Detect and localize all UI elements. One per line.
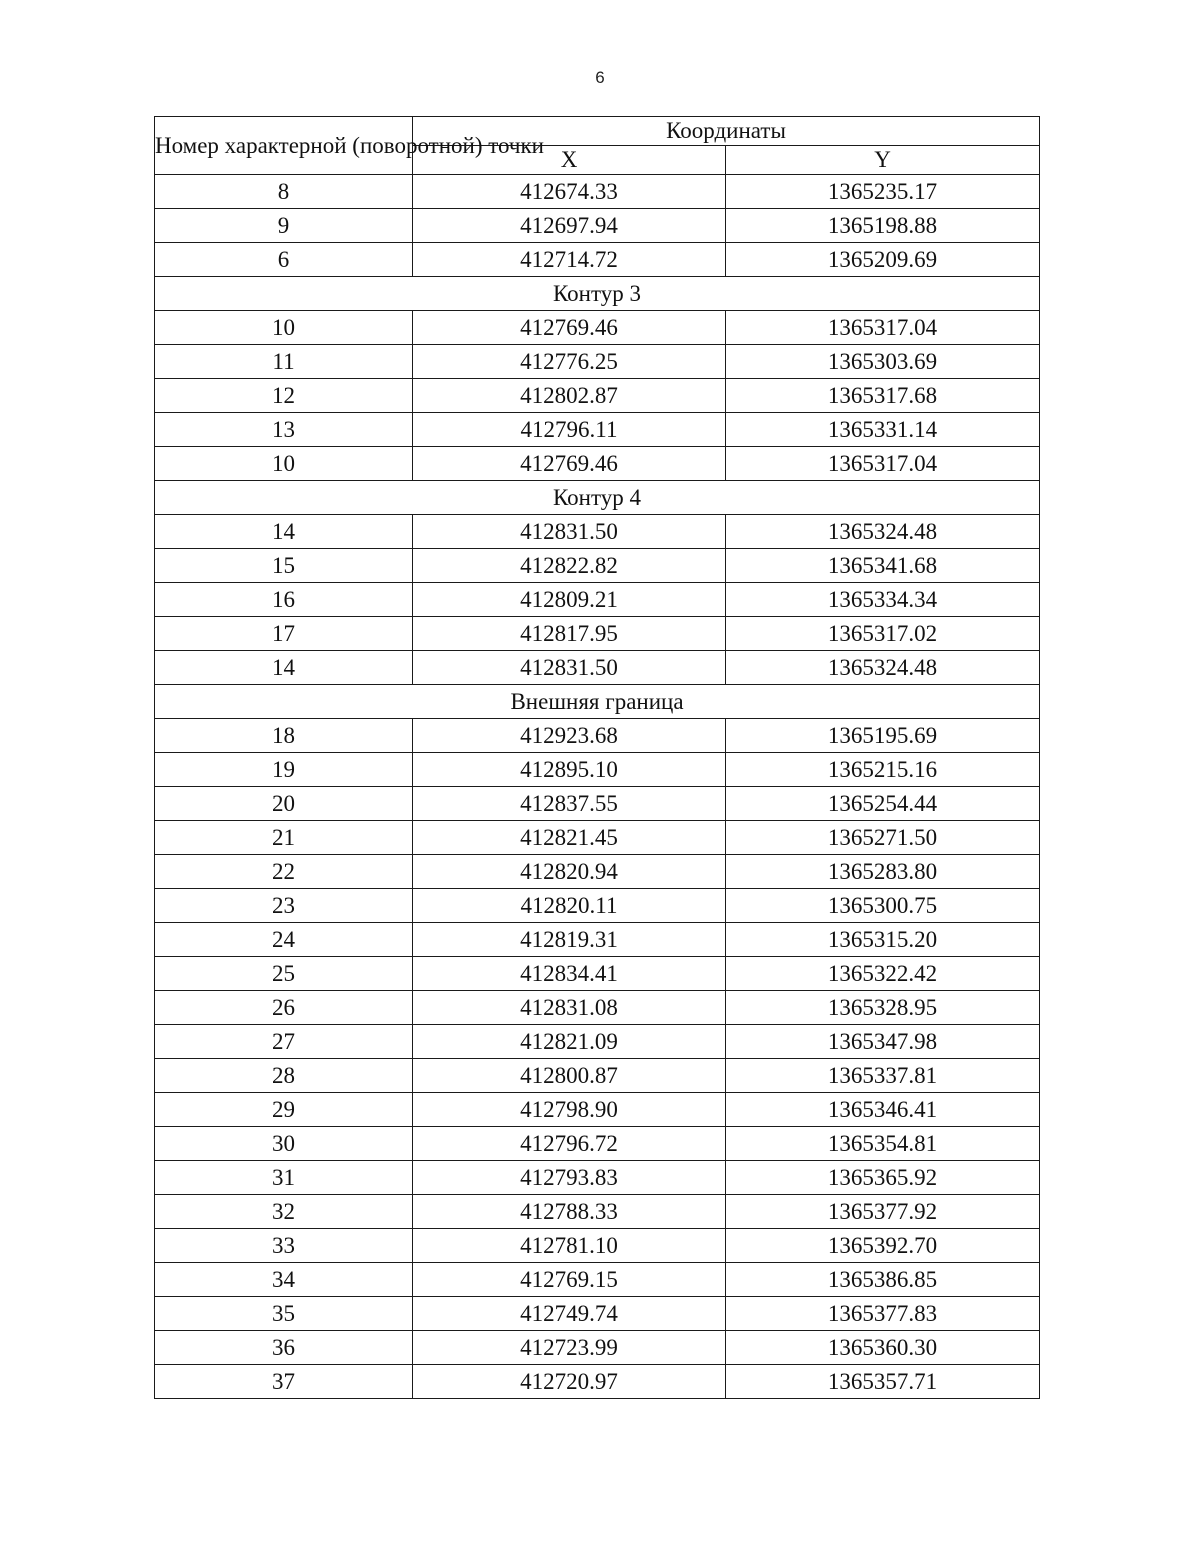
cell-y-coordinate: 1365365.92 [726,1161,1040,1195]
table-row [155,345,1040,379]
cell-point-number: 10 [155,447,413,481]
cell-x-coordinate: 412895.10 [413,753,726,787]
section-title-row [155,277,1040,311]
cell-point-number: 17 [155,617,413,651]
cell-y-coordinate: 1365360.30 [726,1331,1040,1365]
section-title-row [155,481,1040,515]
cell-x-coordinate: 412788.33 [413,1195,726,1229]
table-row [155,821,1040,855]
cell-x-coordinate: 412796.11 [413,413,726,447]
cell-x-coordinate: 412819.31 [413,923,726,957]
cell-y-coordinate: 1365271.50 [726,821,1040,855]
cell-point-number: 24 [155,923,413,957]
cell-point-number: 32 [155,1195,413,1229]
cell-y-coordinate: 1365377.92 [726,1195,1040,1229]
cell-point-number: 14 [155,651,413,685]
table-row [155,719,1040,753]
table-row [155,175,1040,209]
cell-x-coordinate: 412769.46 [413,447,726,481]
cell-x-coordinate: 412781.10 [413,1229,726,1263]
cell-point-number: 30 [155,1127,413,1161]
cell-x-coordinate: 412834.41 [413,957,726,991]
cell-x-coordinate: 412802.87 [413,379,726,413]
table-row [155,1059,1040,1093]
cell-point-number: 22 [155,855,413,889]
table-row [155,311,1040,345]
cell-point-number: 28 [155,1059,413,1093]
cell-y-coordinate: 1365324.48 [726,651,1040,685]
table-row [155,243,1040,277]
table-row [155,515,1040,549]
cell-point-number: 25 [155,957,413,991]
cell-y-coordinate: 1365331.14 [726,413,1040,447]
cell-y-coordinate: 1365315.20 [726,923,1040,957]
table-row [155,1263,1040,1297]
cell-x-coordinate: 412674.33 [413,175,726,209]
table-row [155,1127,1040,1161]
table-row [155,1229,1040,1263]
cell-point-number: 19 [155,753,413,787]
header-point-number: Номер характерной (поворотной) точки [155,117,413,175]
table-row [155,1297,1040,1331]
table-row [155,379,1040,413]
table-row [155,549,1040,583]
coordinates-table [154,116,1040,1399]
cell-x-coordinate: 412831.50 [413,515,726,549]
cell-x-coordinate: 412793.83 [413,1161,726,1195]
table-row [155,957,1040,991]
cell-y-coordinate: 1365317.04 [726,311,1040,345]
table-row [155,1025,1040,1059]
page-number: 6 [595,68,605,87]
cell-y-coordinate: 1365341.68 [726,549,1040,583]
cell-x-coordinate: 412714.72 [413,243,726,277]
cell-x-coordinate: 412800.87 [413,1059,726,1093]
cell-y-coordinate: 1365357.71 [726,1365,1040,1399]
cell-point-number: 27 [155,1025,413,1059]
cell-point-number: 26 [155,991,413,1025]
table-row [155,991,1040,1025]
cell-point-number: 15 [155,549,413,583]
cell-x-coordinate: 412837.55 [413,787,726,821]
header-x: X [413,146,726,175]
cell-y-coordinate: 1365334.34 [726,583,1040,617]
table-row [155,753,1040,787]
cell-point-number: 34 [155,1263,413,1297]
cell-point-number: 36 [155,1331,413,1365]
cell-point-number: 20 [155,787,413,821]
cell-point-number: 18 [155,719,413,753]
cell-y-coordinate: 1365386.85 [726,1263,1040,1297]
cell-x-coordinate: 412822.82 [413,549,726,583]
cell-y-coordinate: 1365209.69 [726,243,1040,277]
cell-point-number: 16 [155,583,413,617]
table-row [155,1195,1040,1229]
cell-point-number: 35 [155,1297,413,1331]
cell-point-number: 31 [155,1161,413,1195]
cell-x-coordinate: 412821.45 [413,821,726,855]
cell-point-number: 8 [155,175,413,209]
table-row [155,413,1040,447]
cell-x-coordinate: 412749.74 [413,1297,726,1331]
cell-point-number: 11 [155,345,413,379]
section-title: Контур 3 [155,277,1040,311]
cell-y-coordinate: 1365328.95 [726,991,1040,1025]
cell-point-number: 21 [155,821,413,855]
table-row [155,889,1040,923]
cell-x-coordinate: 412820.11 [413,889,726,923]
table-row [155,1093,1040,1127]
header-y: Y [726,146,1040,175]
table-row [155,617,1040,651]
table-row [155,447,1040,481]
cell-x-coordinate: 412831.50 [413,651,726,685]
cell-point-number: 9 [155,209,413,243]
cell-point-number: 12 [155,379,413,413]
cell-x-coordinate: 412798.90 [413,1093,726,1127]
cell-point-number: 10 [155,311,413,345]
table-row [155,1331,1040,1365]
cell-x-coordinate: 412776.25 [413,345,726,379]
cell-x-coordinate: 412697.94 [413,209,726,243]
cell-x-coordinate: 412723.99 [413,1331,726,1365]
cell-point-number: 33 [155,1229,413,1263]
cell-point-number: 37 [155,1365,413,1399]
cell-y-coordinate: 1365198.88 [726,209,1040,243]
cell-x-coordinate: 412769.46 [413,311,726,345]
header-coordinates: Координаты [413,117,1040,146]
cell-y-coordinate: 1365235.17 [726,175,1040,209]
cell-y-coordinate: 1365195.69 [726,719,1040,753]
table-row [155,583,1040,617]
cell-y-coordinate: 1365322.42 [726,957,1040,991]
table-row [155,651,1040,685]
cell-point-number: 13 [155,413,413,447]
cell-x-coordinate: 412809.21 [413,583,726,617]
table-row [155,787,1040,821]
table-body [155,175,1040,1399]
cell-y-coordinate: 1365377.83 [726,1297,1040,1331]
cell-x-coordinate: 412831.08 [413,991,726,1025]
cell-y-coordinate: 1365300.75 [726,889,1040,923]
cell-x-coordinate: 412720.97 [413,1365,726,1399]
section-title: Контур 4 [155,481,1040,515]
table-row [155,1161,1040,1195]
table-row [155,209,1040,243]
cell-y-coordinate: 1365215.16 [726,753,1040,787]
section-title: Внешняя граница [155,685,1040,719]
cell-point-number: 23 [155,889,413,923]
cell-y-coordinate: 1365346.41 [726,1093,1040,1127]
cell-x-coordinate: 412769.15 [413,1263,726,1297]
cell-x-coordinate: 412817.95 [413,617,726,651]
cell-point-number: 14 [155,515,413,549]
cell-y-coordinate: 1365317.04 [726,447,1040,481]
cell-y-coordinate: 1365303.69 [726,345,1040,379]
cell-x-coordinate: 412796.72 [413,1127,726,1161]
cell-y-coordinate: 1365254.44 [726,787,1040,821]
cell-y-coordinate: 1365324.48 [726,515,1040,549]
cell-x-coordinate: 412923.68 [413,719,726,753]
table-row [155,1365,1040,1399]
cell-point-number: 6 [155,243,413,277]
cell-y-coordinate: 1365354.81 [726,1127,1040,1161]
cell-point-number: 29 [155,1093,413,1127]
section-title-row [155,685,1040,719]
cell-y-coordinate: 1365337.81 [726,1059,1040,1093]
cell-y-coordinate: 1365317.02 [726,617,1040,651]
cell-x-coordinate: 412821.09 [413,1025,726,1059]
cell-y-coordinate: 1365283.80 [726,855,1040,889]
table-row [155,855,1040,889]
cell-x-coordinate: 412820.94 [413,855,726,889]
table-row [155,923,1040,957]
cell-y-coordinate: 1365347.98 [726,1025,1040,1059]
cell-y-coordinate: 1365392.70 [726,1229,1040,1263]
cell-y-coordinate: 1365317.68 [726,379,1040,413]
